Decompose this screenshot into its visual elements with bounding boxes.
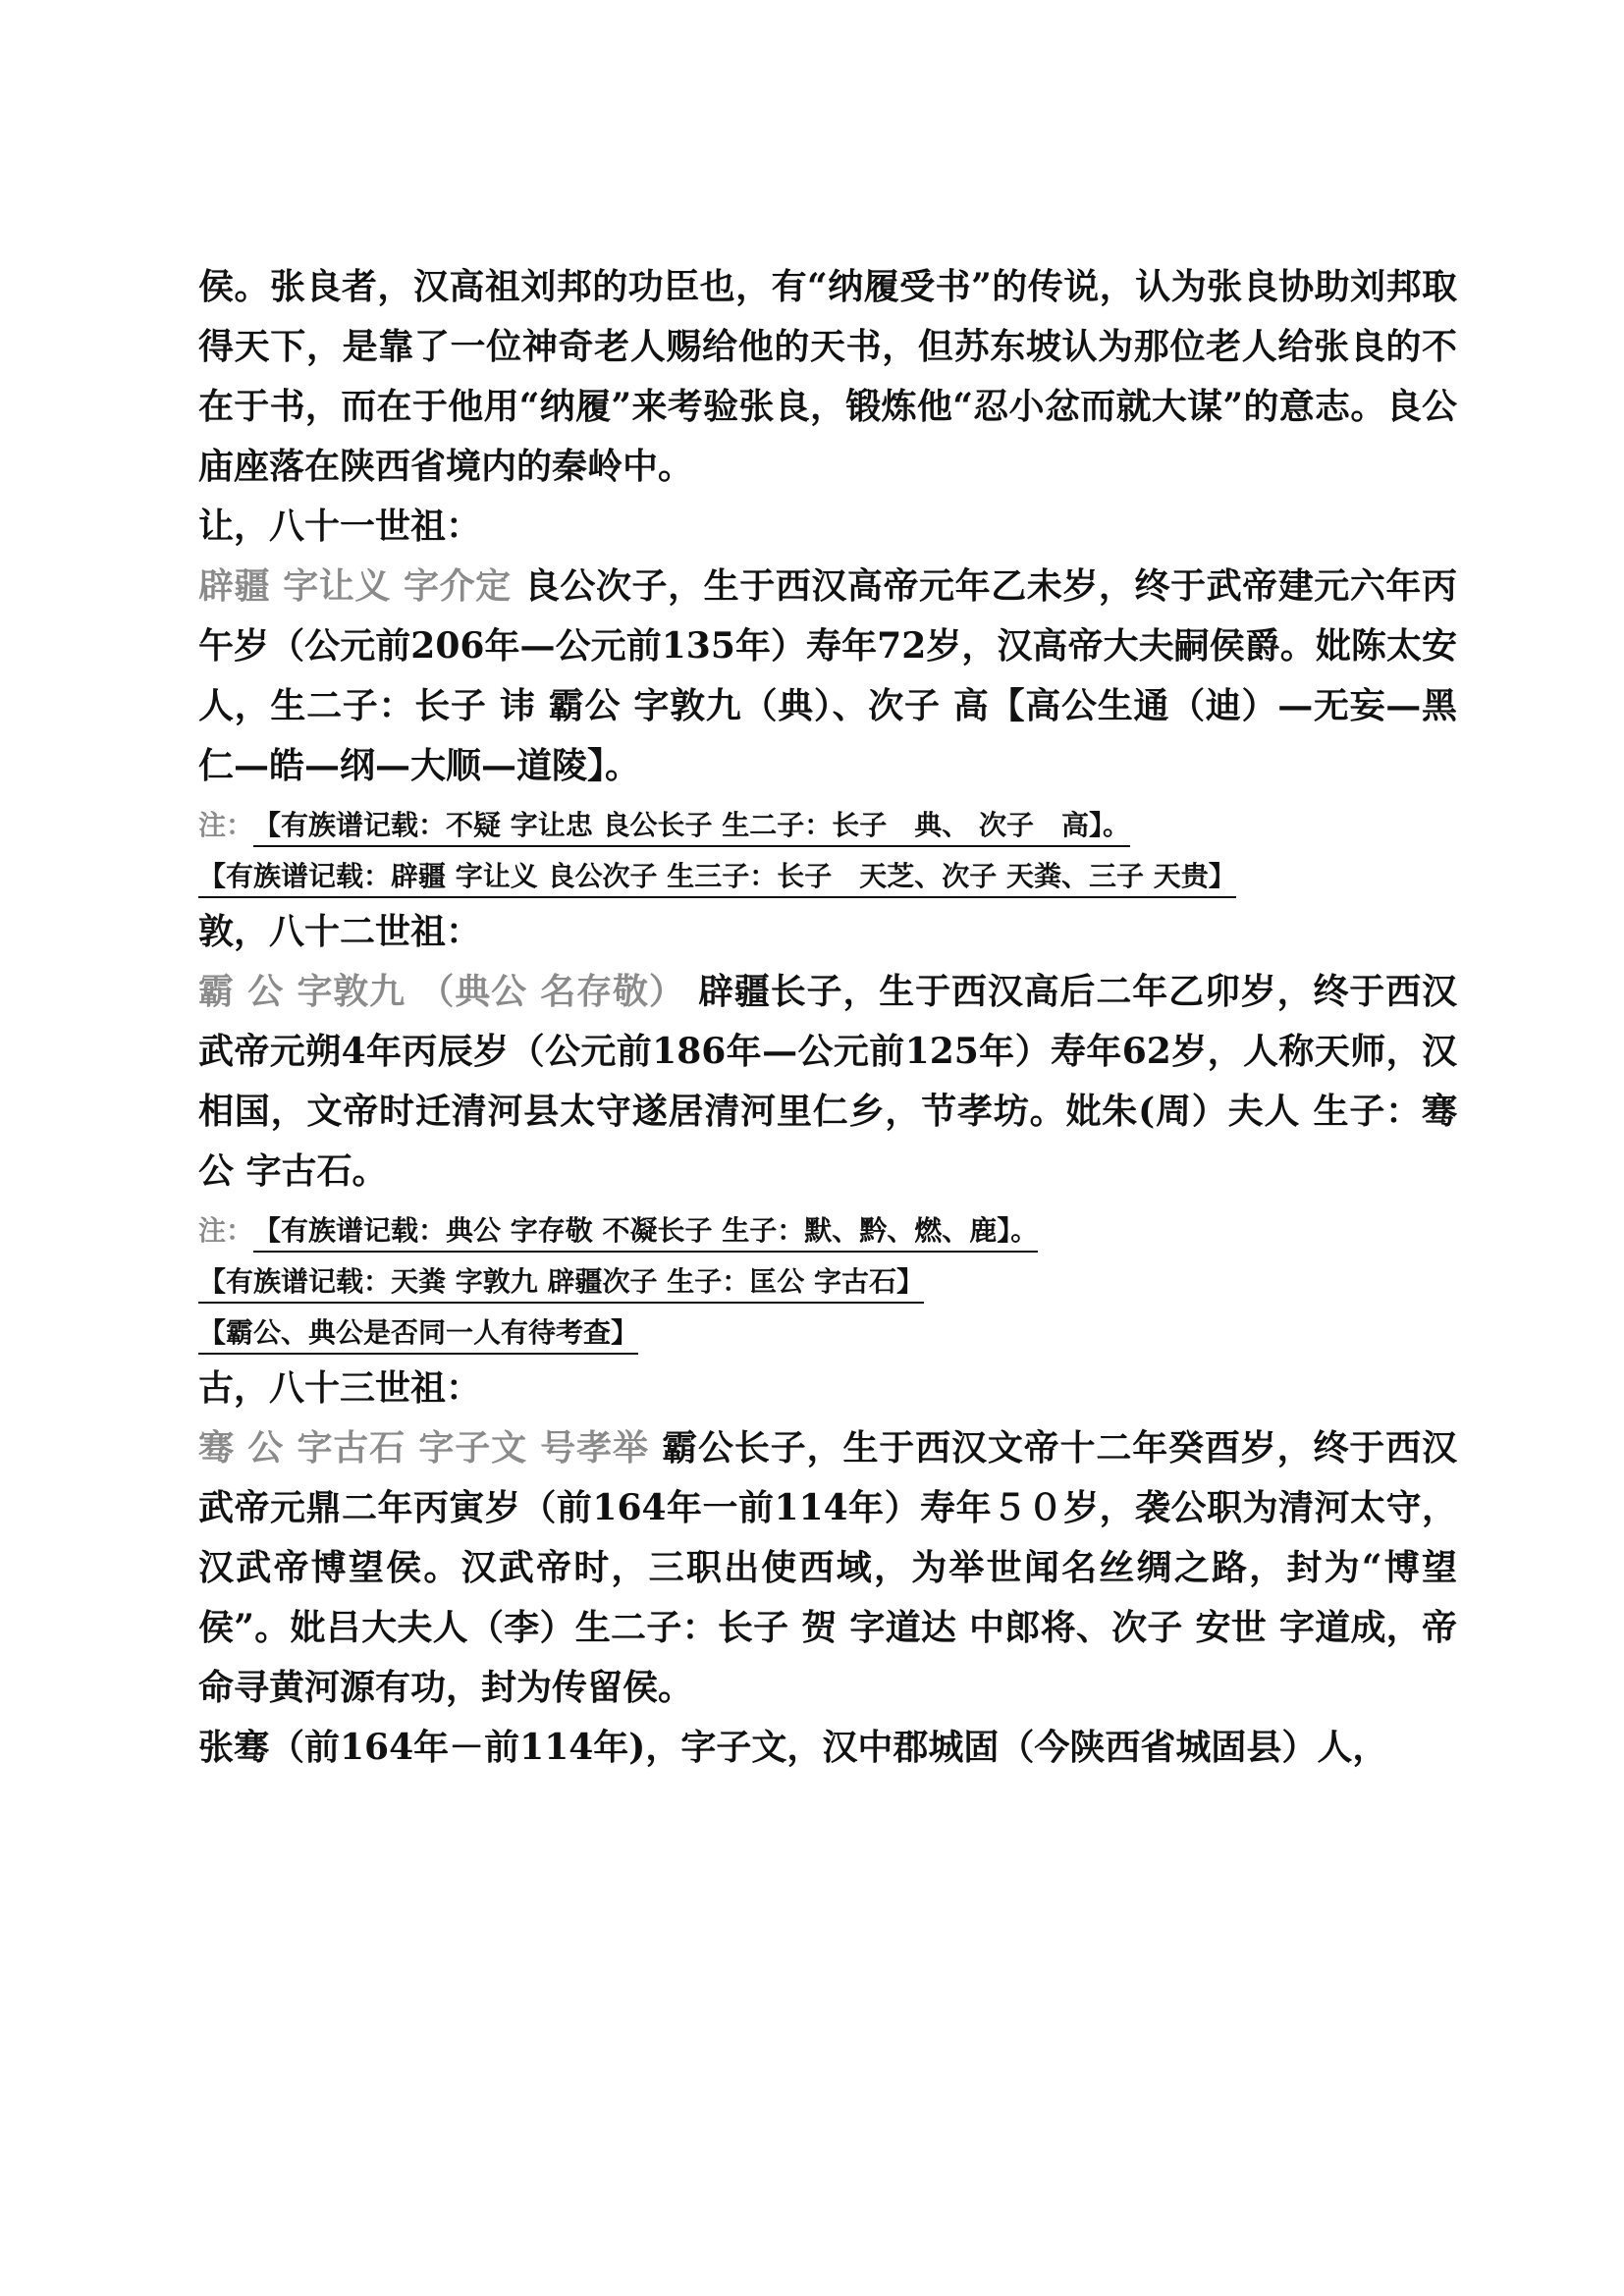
- gen82-note-3: 【霸公、典公是否同一人有待考查】: [198, 1315, 638, 1355]
- gen81-text: 良公次子，生于西汉高帝元年乙未岁，终于武帝建元六年丙午岁（公元前206年—公元前135年）寿年72岁，汉高帝大夫嗣侯爵。妣陈太安人，生二子：长子 讳 霸公 字敦九（典）、次子 高【高公生通（迪）—无妄—黑仁—皓—纲—大顺—道陵】。: [198, 565, 1457, 786]
- gen81-paragraph: [198, 557, 1457, 796]
- gen82-paragraph: [198, 962, 1457, 1201]
- gen81-name: 辟疆 字让义 字介定: [198, 565, 512, 607]
- gen82-note-1: 【有族谱记载：典公 字存敬 不凝长子 生子：默、黔、燃、鹿】。: [253, 1213, 1038, 1253]
- gen82-note-line-2: [198, 1256, 1457, 1308]
- gen81-note-1: 【有族谱记载：不疑 字让忠 良公长子 生二子：长子 典、 次子 高】。: [253, 808, 1130, 847]
- gen82-note-label: 注：: [198, 1214, 254, 1247]
- gen81-notes: [198, 800, 1457, 902]
- gen82-note-line-1: [198, 1205, 1457, 1256]
- gen81-note-line-2: [198, 851, 1457, 902]
- gen83-name: 骞 公 字古石 字子文 号孝举: [198, 1427, 649, 1468]
- gen83-paragraph: [198, 1418, 1457, 1718]
- gen82-note-2: 【有族谱记载：天粪 字敦九 辟疆次子 生子：匡公 字古石】: [198, 1264, 924, 1304]
- gen82-heading: 敦，八十二世祖：: [198, 911, 482, 952]
- gen83-text: 霸公长子，生于西汉文帝十二年癸酉岁，终于西汉武帝元鼎二年丙寅岁（前164年一前114年）寿年５０岁，袭公职为清河太守，汉武帝博望侯。汉武帝时，三职出使西域，为举世闻名丝绸之路，封为“博望侯”。妣吕大夫人（李）生二子：长子 贺 字道达 中郎将、次子 安世 字道成，帝命寻黄河源有功，封为传留侯。: [198, 1427, 1457, 1708]
- gen83-heading: 古，八十三世祖：: [198, 1367, 482, 1409]
- zhangqian-paragraph: 张骞（前164年－前114年)，字子文，汉中郡城固（今陕西省城固县）人，: [198, 1727, 1388, 1768]
- document-page: [198, 257, 1457, 1778]
- gen82-text: 辟疆长子，生于西汉高后二年乙卯岁，终于西汉武帝元朔4年丙辰岁（公元前186年—公元前125年）寿年62岁，人称天师，汉相国，文帝时迁清河县太守遂居清河里仁乡，节孝坊。妣朱(周）夫人 生子：骞公 字古石。: [198, 971, 1457, 1192]
- gen81-note-line-1: [198, 800, 1457, 851]
- gen82-name: 霸 公 字敦九 （典公 名存敬）: [198, 971, 685, 1012]
- gen81-note-label: 注：: [198, 809, 254, 841]
- gen81-note-2: 【有族谱记载：辟疆 字让义 良公次子 生三子：长子 天芝、次子 天粪、三子 天贵】: [198, 859, 1236, 898]
- gen81-heading: 让，八十一世祖：: [198, 506, 482, 547]
- gen82-note-line-3: [198, 1308, 1457, 1359]
- gen82-notes: [198, 1205, 1457, 1359]
- intro-paragraph: 侯。张良者，汉高祖刘邦的功臣也，有“纳履受书”的传说，认为张良协助刘邦取得天下，是靠了一位神奇老人赐给他的天书，但苏东坡认为那位老人给张良的不在于书，而在于他用“纳履”来考验张良，锻炼他“忍小忿而就大谋”的意志。良公庙座落在陕西省境内的秦岭中。: [198, 266, 1457, 487]
